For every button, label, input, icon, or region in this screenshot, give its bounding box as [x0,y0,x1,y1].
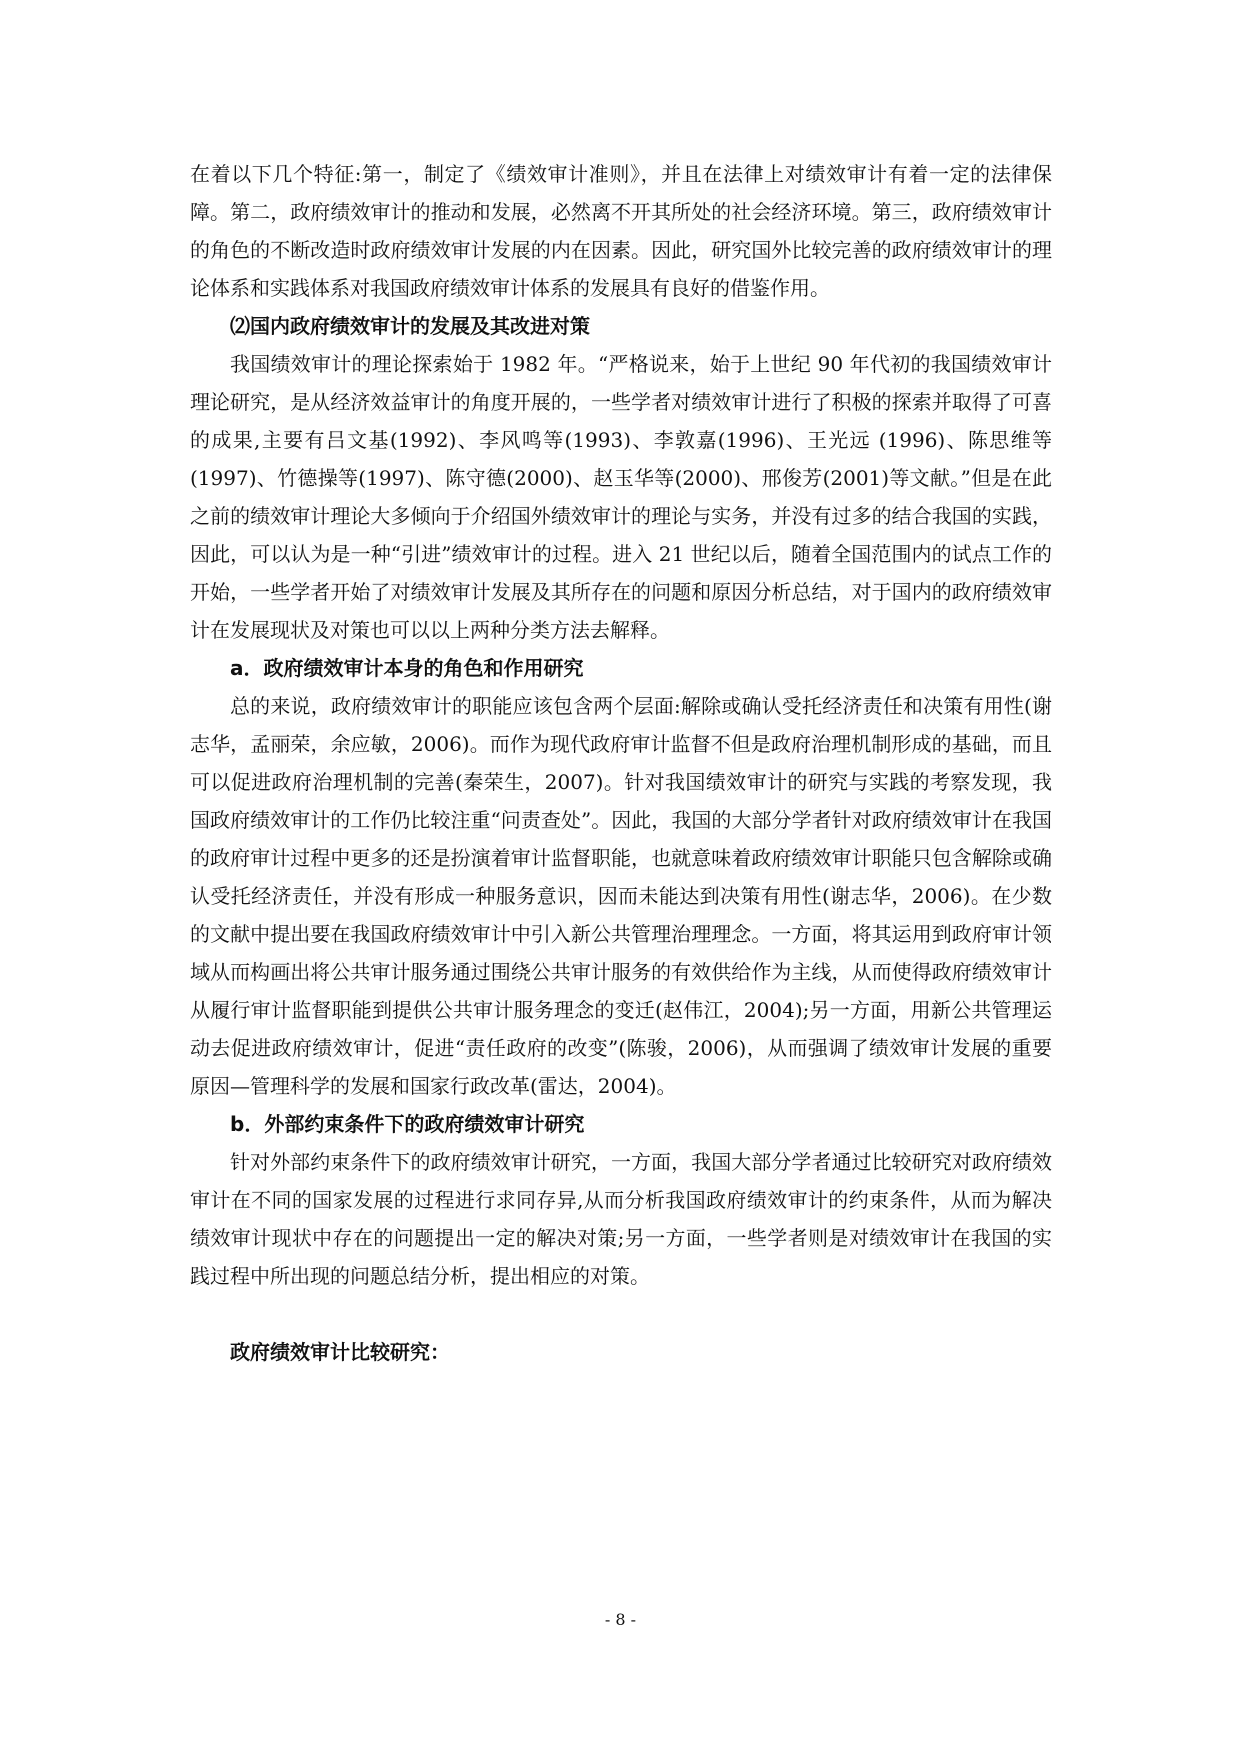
subheading-external-constraints: b．外部约束条件下的政府绩效审计研究 [230,1112,585,1136]
paragraph-role-function: 总的来说，政府绩效审计的职能应该包含两个层面:解除或确认受托经济责任和决策有用性(谢志华，孟丽荣，余应敏，2006)。而作为现代政府审计监督不但是政府治理机制形成的基础，而且可以促进政府治理机制的完善(秦荣生，2007)。针对我国绩效审计的研究与实践的考察发现，我国政府绩效审计的工作仍比较注重“问责查处”。因此，我国的大部分学者针对政府绩效审计在我国的政府审计过程中更多的还是扮演着审计监督职能，也就意味着政府绩效审计职能只包含解除或确认受托经济责任，并没有形成一种服务意识，因而未能达到决策有用性(谢志华，2006)。在少数的文献中提出要在我国政府绩效审计中引入新公共管理治理理念。一方面，将其运用到政府审计领域从而构画出将公共审计服务通过围绕公共审计服务的有效供给作为主线，从而使得政府绩效审计从履行审计监督职能到提供公共审计服务理念的变迁(赵伟江，2004);另一方面，用新公共管理运动去促进政府绩效审计，促进“责任政府的改变”(陈骏，2006)，从而强调了绩效审计发展的重要原因—管理科学的发展和国家行政改革(雷达，2004)。 [190,694,1052,1098]
paragraph-features: 在着以下几个特征:第一，制定了《绩效审计准则》，并且在法律上对绩效审计有着一定的法律保障。第二，政府绩效审计的推动和发展，必然离不开其所处的社会经济环境。第三，政府绩效审计的角色的不断改造时政府绩效审计发展的内在因素。因此，研究国外比较完善的政府绩效审计的理论体系和实践体系对我国政府绩效审计体系的发展具有良好的借鉴作用。 [190,162,1052,300]
page-number: - 8 - [604,1610,637,1629]
section-heading-domestic: ⑵国内政府绩效审计的发展及其改进对策 [230,314,590,338]
paragraph-external-constraints: 针对外部约束条件下的政府绩效审计研究，一方面，我国大部分学者通过比较研究对政府绩效审计在不同的国家发展的过程进行求同存异,从而分析我国政府绩效审计的约束条件，从而为解决绩效审计现状中存在的问题提出一定的解决对策;另一方面，一些学者则是对绩效审计在我国的实践过程中所出现的问题总结分析，提出相应的对策。 [190,1150,1052,1288]
document-body [190,155,1052,1371]
blank-line [190,1295,1052,1333]
subheading-comparative-study: 政府绩效审计比较研究： [230,1340,450,1364]
subheading-role-function: a．政府绩效审计本身的角色和作用研究 [230,656,584,680]
paragraph-domestic-history: 我国绩效审计的理论探索始于 1982 年。“严格说来，始于上世纪 90 年代初的我国绩效审计理论研究，是从经济效益审计的角度开展的，一些学者对绩效审计进行了积极的探索并取得了可喜的成果,主要有吕文基(1992)、李风鸣等(1993)、李敦嘉(1996)、王光远 (1996)、陈思维等(1997)、竹德操等(1997)、陈守德(2000)、赵玉华等(2000)、邢俊芳(2001)等文献。”但是在此之前的绩效审计理论大多倾向于介绍国外绩效审计的理论与实务，并没有过多的结合我国的实践，因此，可以认为是一种“引进”绩效审计的过程。进入 21 世纪以后，随着全国范围内的试点工作的开始，一些学者开始了对绩效审计发展及其所存在的问题和原因分析总结，对于国内的政府绩效审计在发展现状及对策也可以以上两种分类方法去解释。 [190,352,1052,642]
